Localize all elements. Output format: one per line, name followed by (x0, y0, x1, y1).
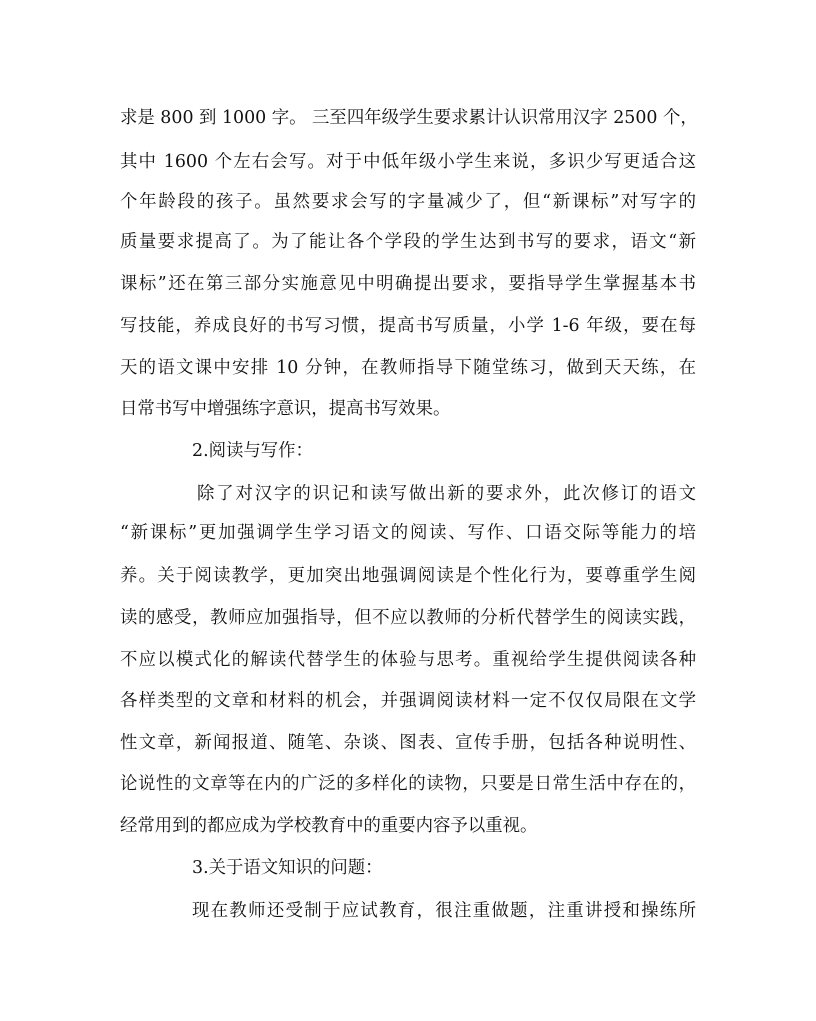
paragraph-1-line-4: 质量要求提高了。为了能让各个学段的学生达到书写的要求，语文“新 (120, 232, 696, 252)
paragraph-2-line-8: 论说性的文章等在内的广泛的多样化的读物，只要是日常生活中存在的， (120, 774, 696, 794)
paragraph-1-line-2: 其中 1600 个左右会写。对于中低年级小学生来说，多识少写更适合这 (120, 152, 696, 172)
paragraph-1-line-6: 写技能，养成良好的书写习惯，提高书写质量，小学 1-6 年级，要在每 (120, 316, 696, 336)
paragraph-1-line-7: 天的语文课中安排 10 分钟，在教师指导下随堂练习，做到天天练，在 (120, 358, 696, 378)
paragraph-1-line-3: 个年龄段的孩子。虽然要求会写的字量减少了，但“新课标”对写字的 (120, 192, 696, 212)
paragraph-2-line-2: “新课标”更加强调学生学习语文的阅读、写作、口语交际等能力的培 (120, 523, 696, 543)
paragraph-2-line-5: 不应以模式化的解读代替学生的体验与思考。重视给学生提供阅读各种 (120, 650, 696, 670)
paragraph-1-line-8: 日常书写中增强练字意识，提高书写效果。 (120, 399, 451, 419)
paragraph-2-line-7: 性文章，新闻报道、随笔、杂谈、图表、宣传手册，包括各种说明性、 (120, 733, 696, 753)
paragraph-1-line-1: 求是 800 到 1000 字。 三至四年级学生要求累计认识常用汉字 2500 个， (120, 108, 698, 128)
paragraph-1-line-5: 课标”还在第三部分实施意见中明确提出要求，要指导学生掌握基本书 (120, 274, 696, 294)
paragraph-2-line-9: 经常用到的都应成为学校教育中的重要内容予以重视。 (120, 816, 538, 836)
paragraph-2-line-6: 各样类型的文章和材料的机会，并强调阅读材料一定不仅仅局限在文学 (120, 691, 696, 711)
section-heading-reading-writing: 2.阅读与写作： (192, 441, 313, 461)
paragraph-2-line-4: 读的感受，教师应加强指导，但不应以教师的分析代替学生的阅读实践， (120, 608, 696, 628)
paragraph-3-line-1: 现在教师还受制于应试教育，很注重做题，注重讲授和操练所 (192, 901, 696, 921)
section-heading-language-knowledge: 3.关于语文知识的问题： (192, 858, 383, 878)
paragraph-2-line-3: 养。关于阅读教学，更加突出地强调阅读是个性化行为，要尊重学生阅 (120, 566, 696, 586)
paragraph-2-line-1: 除了对汉字的识记和读写做出新的要求外，此次修订的语文 (197, 484, 696, 504)
